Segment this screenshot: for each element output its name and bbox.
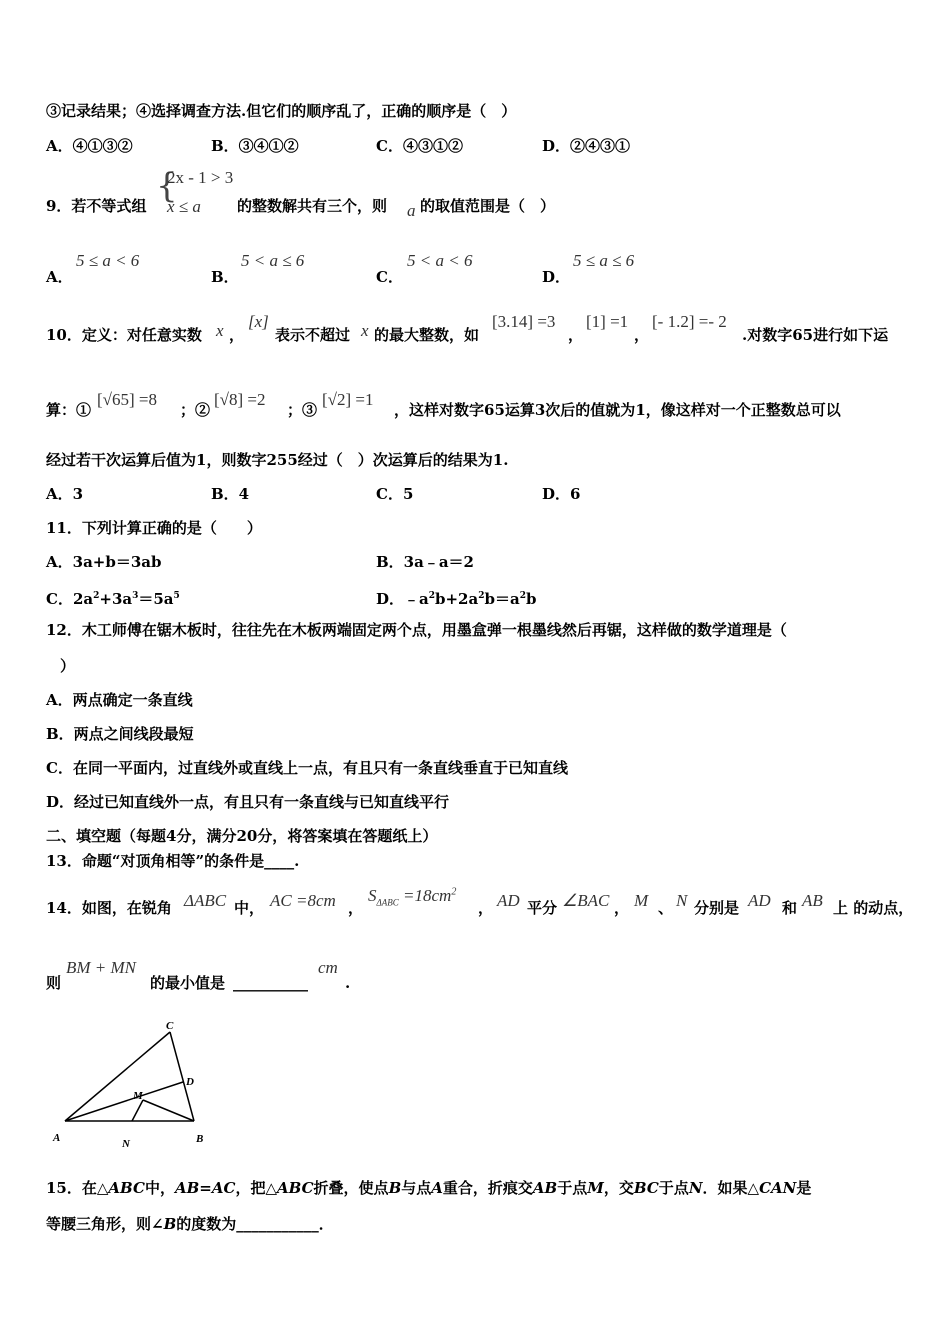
segment-ac [65,1032,170,1121]
q14-angle: ∠BAC [562,891,610,910]
q10-comma2: ， [568,326,584,344]
q10-p2: 表示不超过 [275,326,351,344]
q11-option-a: A．3a+b＝3ab [46,553,162,571]
triangle-figure [50,1015,220,1150]
q12-option-c: C．在同一平面内，过直线外或直线上一点，有且只有一条直线垂直于已知直线 [46,759,568,777]
q10-l2b: ；② [180,401,211,419]
q8-option-a: A．④①③② [46,137,133,155]
q12-option-b: B．两点之间线段最短 [46,725,194,743]
q9-option-b-label: B． [211,268,239,286]
q14-p8: 分别是 [694,899,740,917]
label-n: N [122,1138,130,1150]
q14-answer-blank: __________ [233,974,308,992]
q10-l2c: ；③ [287,401,318,419]
q10-option-b: B．4 [211,485,250,503]
q11-stem: 11．下列计算正确的是（ ） [46,519,262,537]
q14-ad: AD [497,891,520,910]
q14-triangle: ΔABC [184,891,227,910]
q10-example-3: [- 1.2] =- 2 [652,312,727,331]
q10-example-1: [3.14] =3 [492,312,556,331]
q11-option-b: B．3a﹣a＝2 [376,553,474,571]
q9-option-a-label: A． [46,268,73,286]
q14-ad2: AD [748,891,771,910]
segment-mn [132,1100,143,1121]
label-d: D [186,1076,194,1088]
q14-ac: AC =8cm [270,891,336,910]
q10-l3: 经过若干次运算后值为1，则数字255经过（ ）次运算后的结果为1. [46,451,509,469]
q10-floor-x: [x] [248,312,269,331]
q14-p9: 和 [782,899,798,917]
q12-option-a: A．两点确定一条直线 [46,691,193,709]
q10-l2a: 算：① [46,401,92,419]
q9-brace: { [156,166,178,206]
q10-calc-2: [√8] =2 [214,390,266,409]
q14-unit: cm [318,958,338,977]
q11-option-c: C．$2a^2+3a^3=5a^5$ [46,590,180,608]
q9-inequality-1: 2x - 1 > 3 [167,168,234,187]
q14-p4: ， [478,899,494,917]
q9-option-d: 5 ≤ a ≤ 6 [573,251,635,270]
q14-p2: 中， [234,899,265,917]
q10-p3: 的最大整数，如 [374,326,480,344]
q14-expression: BM + MN [66,958,137,977]
q10-option-d: D．6 [542,485,581,503]
q14-p6: ， [614,899,630,917]
q9-option-c: 5 < a < 6 [407,251,473,270]
q15-line-1: 15．在△ABC中，AB=AC，把△ABC折叠，使点B与点A重合，折痕交AB于点M，交BC于点N．如果△CAN是 [46,1179,812,1197]
q14-area: $S_{\Delta ABC} =18cm^2$ [368,886,457,908]
q12-stem-end: ） [60,657,76,675]
q10-p4: .对数字65进行如下运 [742,326,889,344]
q15-line-2: 等腰三角形，则∠B的度数为___________． [46,1215,334,1233]
q9-option-b: 5 < a ≤ 6 [241,251,305,270]
q14-m: M [634,891,649,910]
q9-stem-mid: 的整数解共有三个，则 [237,197,388,215]
q9-stem-post: 的取值范围是（ ） [420,197,556,215]
q10-calc-3: [√2] =1 [322,390,374,409]
q14-end: . [345,974,351,992]
q10-option-a: A．3 [46,485,84,503]
q12-stem: 12．木工师傅在锯木板时，往往先在木板两端固定两个点，用墨盒弹一根墨线然后再锯，这样做的数学道理是（ [46,621,787,639]
q10-x2: x [361,321,369,340]
q14-p1: 14．如图，在锐角 [46,899,172,917]
q14-l2b: 的最小值是 [150,974,226,992]
section-2-heading: 二、填空题（每题4分，满分20分，将答案填在答题纸上） [46,827,438,845]
q8-option-b: B．③④①② [211,137,299,155]
q14-p7: 、 [658,899,674,917]
q11-option-d: D．$﹣a^2b+2a^2b=a^2b$ [376,590,537,608]
q14-p10: 上 的动点， [833,899,914,917]
segment-bm [143,1100,194,1121]
q8-option-d: D．②④③① [542,137,631,155]
q9-option-d-label: D． [542,268,571,286]
q14-p5: 平分 [527,899,558,917]
q15-answer-blank: ___________ [236,1215,319,1233]
q8-stem-line: ③记录结果；④选择调查方法.但它们的顺序乱了，正确的顺序是（ ） [46,102,517,120]
q10-comma3: ， [634,326,650,344]
q14-n: N [676,891,688,910]
q14-p3: ， [348,899,364,917]
label-a: A [53,1132,61,1144]
q8-option-c: C．④③①② [376,137,463,155]
q9-option-a: 5 ≤ a < 6 [76,251,140,270]
q10-example-2: [1] =1 [586,312,629,331]
q9-option-c-label: C． [376,268,403,286]
q10-x1: x [216,321,224,340]
q9-inequality-2: x ≤ a [167,197,201,216]
q13-text: 13．命题“对顶角相等”的条件是____. [46,852,300,870]
q13-answer-blank: ____ [264,852,295,870]
segment-ad [65,1082,183,1121]
label-c: C [166,1020,174,1032]
q14-l2a: 则 [46,974,62,992]
label-b: B [196,1133,204,1145]
q9-var-a: a [407,201,416,220]
q14-ab: AB [802,891,823,910]
q10-option-c: C．5 [376,485,414,503]
label-m: M [133,1090,143,1102]
q10-calc-1: [√65] =8 [97,390,157,409]
q10-comma1: ， [229,326,245,344]
q9-stem-pre: 9．若不等式组 [46,197,147,215]
q12-option-d: D．经过已知直线外一点，有且只有一条直线与已知直线平行 [46,793,450,811]
q10-p1: 10．定义：对任意实数 [46,326,202,344]
q10-l2d: ，这样对数字65运算3次后的值就为1，像这样对一个正整数总可以 [394,401,841,419]
